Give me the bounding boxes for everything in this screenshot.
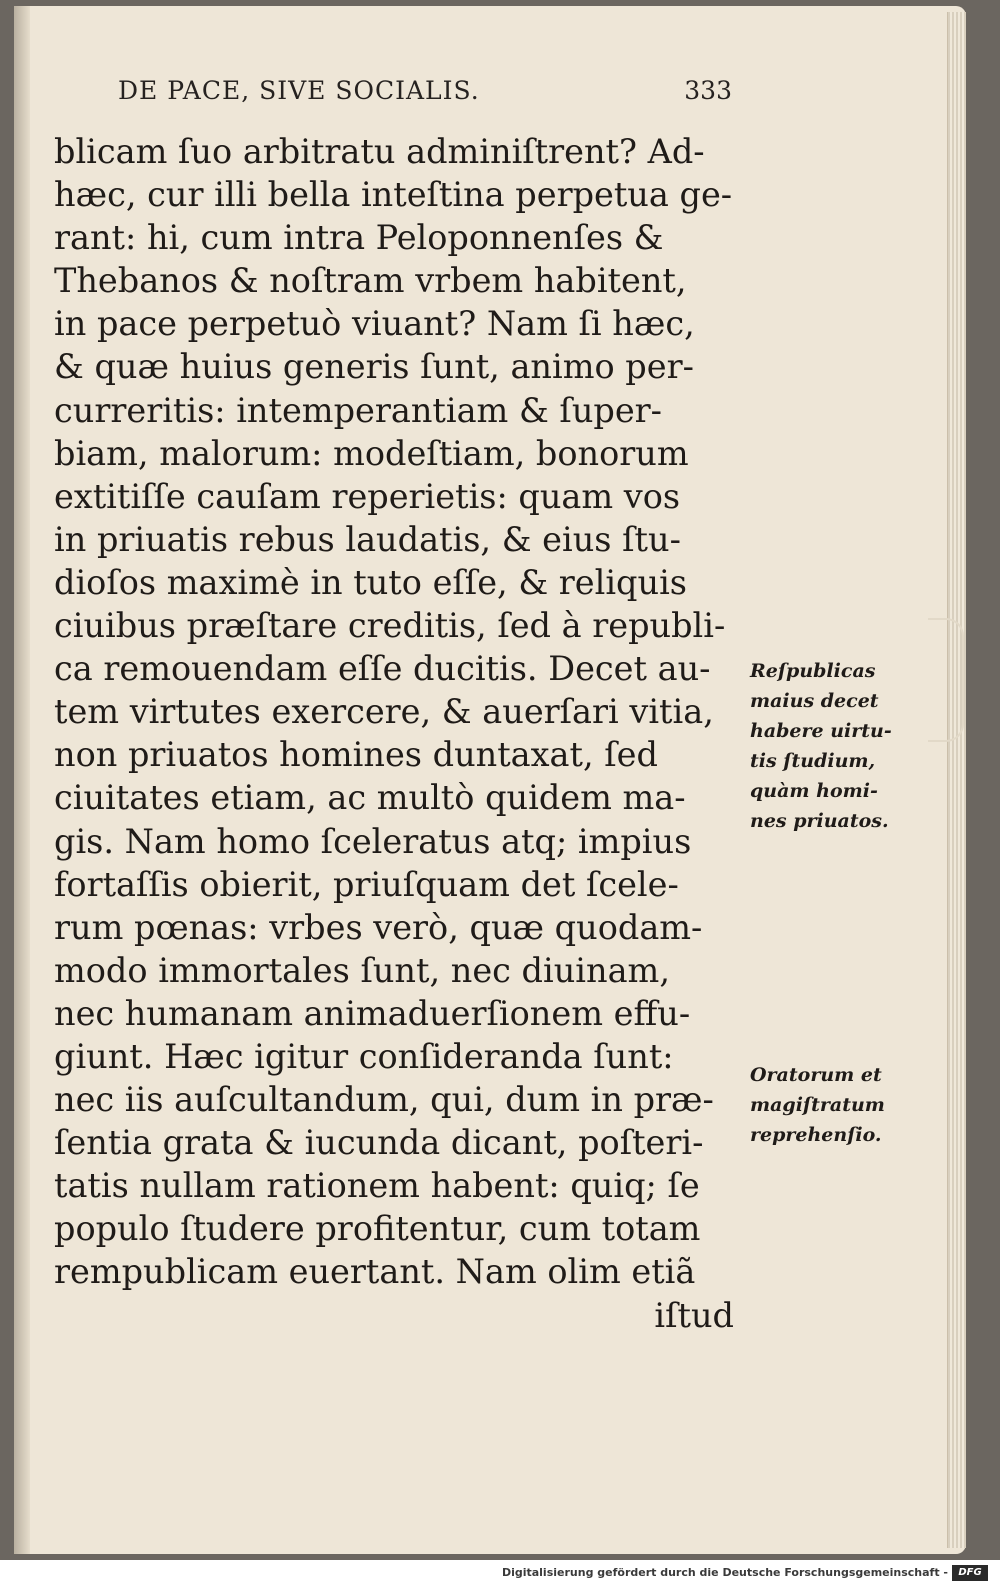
text-line: modo immortales ſunt, nec diuinam,	[54, 950, 670, 990]
page-number: 333	[684, 76, 732, 105]
text-line: Thebanos & noſtram vrbem habitent,	[54, 261, 687, 301]
text-line: hæc, cur illi bella inteſtina perpetua ge-	[54, 175, 733, 215]
text-line: tatis nullam rationem habent: quiq; ſe	[54, 1166, 700, 1206]
footer-credit: Digitalisierung gefördert durch die Deutsche Forschungsgemeinschaft -	[501, 1566, 948, 1579]
marginal-note-line: tis ſtudium,	[750, 750, 876, 772]
text-line: non priuatos homines duntaxat, ſed	[54, 735, 658, 775]
marginal-note-line: Oratorum et	[750, 1064, 882, 1086]
text-line: dioſos maximè in tuto eſſe, & reliquis	[54, 562, 687, 602]
marginal-note-line: quàm homi-	[750, 780, 878, 802]
text-line: ca remouendam eſſe ducitis. Decet au-	[54, 649, 711, 689]
running-head-title: DE PACE, SIVE SOCIALIS.	[118, 76, 480, 105]
marginal-note	[750, 656, 950, 836]
text-line: gis. Nam homo ſceleratus atq; impius	[54, 821, 692, 861]
text-line: rum pœnas: vrbes verò, quæ quodam-	[54, 907, 703, 947]
page-gutter	[14, 6, 30, 1554]
marginal-note	[750, 1060, 950, 1150]
text-line: curreritis: intemperantiam & ſuper-	[54, 390, 663, 430]
marginal-note-line: nes priuatos.	[750, 810, 889, 832]
text-line: in priuatis rebus laudatis, & eius ſtu-	[54, 519, 681, 559]
text-line: nec iis auſcultandum, qui, dum in præ-	[54, 1080, 714, 1120]
text-line: biam, malorum: modeſtiam, bonorum	[54, 433, 689, 473]
text-line: rant: hi, cum intra Peloponnenſes &	[54, 218, 664, 258]
text-line: tem virtutes exercere, & auerſari vitia,	[54, 692, 714, 732]
text-line: fortaſſis obierit, priuſquam det ſcele-	[54, 864, 679, 904]
text-line: & quæ huius generis ſunt, animo per-	[54, 347, 694, 387]
text-line: rempublicam euertant. Nam olim etiã	[54, 1252, 696, 1292]
text-line: ciuitates etiam, ac multò quidem ma-	[54, 778, 686, 818]
text-line: blicam ſuo arbitratu adminiſtrent? Ad-	[54, 132, 705, 171]
marginal-note-line: maius decet	[750, 690, 879, 712]
text-line: ciuibus præſtare creditis, ſed à republi-	[54, 606, 726, 646]
text-line: nec humanam animaduerſionem effu-	[54, 993, 691, 1033]
text-line: populo ſtudere profitentur, cum totam	[54, 1209, 701, 1249]
catchword: iſtud	[654, 1295, 734, 1335]
book-page	[14, 6, 966, 1554]
marginal-note-line: habere uirtu-	[750, 720, 892, 742]
marginal-note-line: Reſpublicas	[750, 660, 876, 682]
text-line: extitiſſe cauſam reperietis: quam vos	[54, 476, 681, 516]
text-line: ſentia grata & iucunda dicant, poſteri-	[54, 1123, 704, 1163]
text-line: in pace perpetuò viuant? Nam ſi hæc,	[54, 304, 695, 344]
marginal-note-line: reprehenſio.	[750, 1124, 882, 1146]
body-text	[54, 130, 744, 1337]
dfg-logo: DFG	[952, 1565, 988, 1581]
running-head	[118, 76, 738, 120]
footer-bar	[0, 1560, 1000, 1588]
text-line: giunt. Hæc igitur conſideranda ſunt:	[54, 1036, 674, 1076]
marginal-note-line: magiſtratum	[750, 1094, 885, 1116]
